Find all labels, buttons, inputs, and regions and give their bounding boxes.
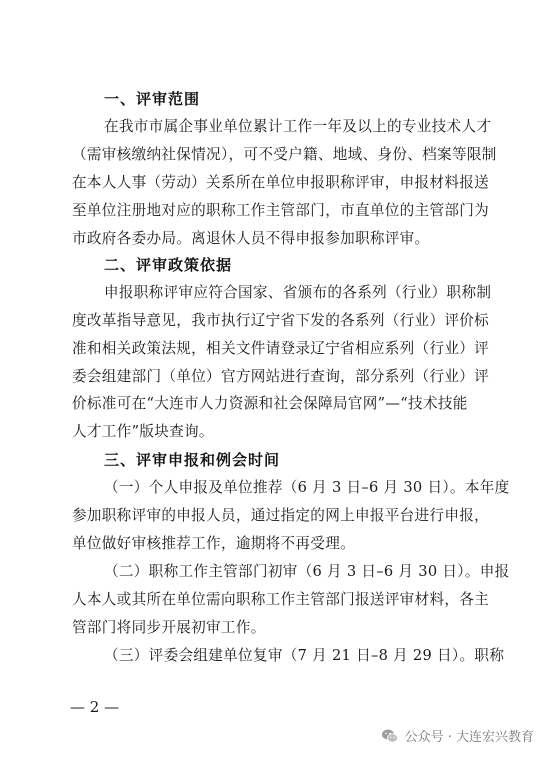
paragraph-line: 参加职称评审的申报人员，通过指定的网上申报平台进行申报， bbox=[72, 507, 490, 524]
section-heading-policy: 二、评审政策依据 bbox=[104, 256, 233, 274]
paragraph-line: （二）职称工作主管部门初审（6 月 3 日–6 月 30 日）。申报 bbox=[104, 563, 510, 580]
paragraph-line: 单位做好审核推荐工作，逾期将不再受理。 bbox=[72, 535, 355, 552]
paragraph-line: 市政府各委办局。离退休人员不得申报参加职称评审。 bbox=[72, 230, 430, 247]
paragraph-line: 人本人或其所在单位需向职称工作主管部门报送评审材料，各主 bbox=[72, 591, 490, 608]
paragraph-line: （三）评委会组建单位复审（7 月 21 日–8 月 29 日）。职称 bbox=[104, 647, 505, 664]
paragraph-line: 人才工作”版块查询。 bbox=[72, 423, 214, 440]
paragraph-line: （一）个人申报及单位推荐（6 月 3 日–6 月 30 日）。本年度 bbox=[104, 479, 510, 496]
section-heading-schedule: 三、评审申报和例会时间 bbox=[104, 451, 281, 469]
watermark bbox=[381, 726, 534, 745]
paragraph-line: 准和相关政策法规，相关文件请登录辽宁省相应系列（行业）评 bbox=[72, 340, 490, 357]
paragraph-line: 在本人人事（劳动）关系所在单位申报职称评审，申报材料报送 bbox=[72, 174, 490, 191]
watermark-text: 公众号 · 大连宏兴教育 bbox=[404, 730, 534, 745]
wechat-icon bbox=[381, 727, 399, 745]
paragraph-line: 管部门将同步开展初审工作。 bbox=[72, 619, 266, 636]
paragraph-line: 至单位注册地对应的职称工作主管部门，市直单位的主管部门为 bbox=[72, 202, 490, 219]
section-heading-scope: 一、评审范围 bbox=[104, 90, 201, 108]
paragraph-line: （需审核缴纳社保情况），可不受户籍、地域、身份、档案等限制 bbox=[72, 146, 497, 163]
paragraph-line: 委会组建部门（单位）官方网站进行查询，部分系列（行业）评 bbox=[72, 368, 490, 385]
paragraph-line: 度改革指导意见，我市执行辽宁省下发的各系列（行业）评价标 bbox=[72, 312, 490, 329]
paragraph-line: 在我市市属企事业单位累计工作一年及以上的专业技术人才 bbox=[104, 118, 492, 135]
paragraph-line: 价标准可在“大连市人力资源和社会保障局官网”—“技术技能 bbox=[72, 395, 468, 412]
paragraph-line: 申报职称评审应符合国家、省颁布的各系列（行业）职称制 bbox=[104, 284, 492, 301]
page-number: — 2 — bbox=[70, 698, 120, 716]
